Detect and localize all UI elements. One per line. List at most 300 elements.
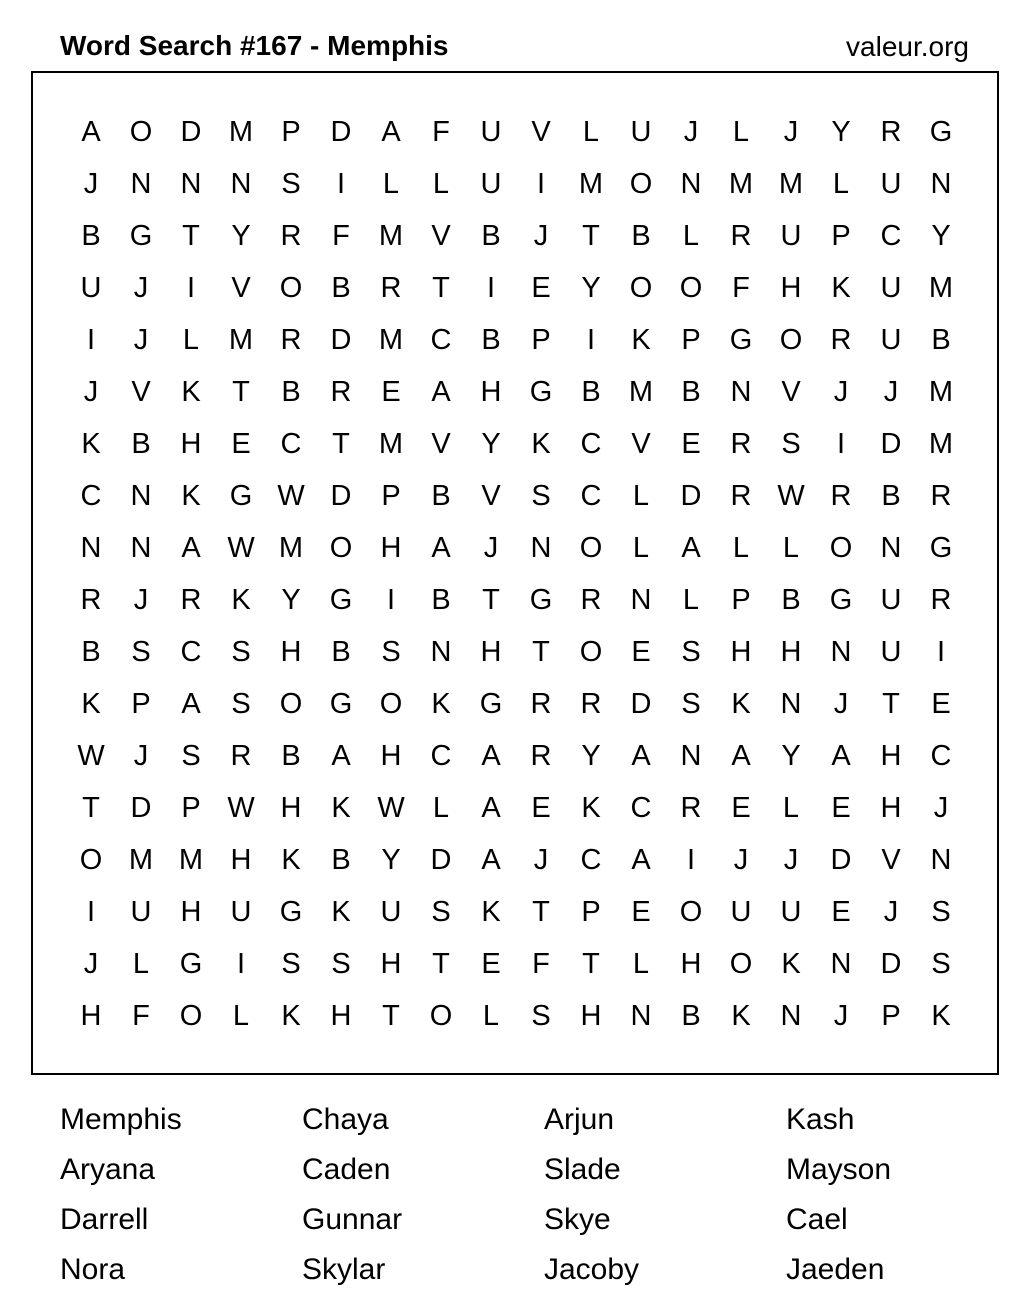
grid-cell[interactable]: R bbox=[680, 792, 702, 824]
grid-cell[interactable]: B bbox=[581, 376, 601, 408]
grid-cell[interactable]: L bbox=[382, 168, 400, 200]
grid-cell[interactable]: E bbox=[481, 948, 501, 980]
grid-cell[interactable]: O bbox=[829, 532, 853, 564]
grid-cell[interactable]: K bbox=[281, 844, 301, 876]
grid-cell[interactable]: F bbox=[132, 1000, 150, 1032]
grid-cell[interactable]: R bbox=[80, 584, 102, 616]
grid-cell[interactable]: K bbox=[731, 1000, 751, 1032]
grid-cell[interactable]: H bbox=[180, 896, 202, 928]
grid-cell[interactable]: K bbox=[331, 896, 351, 928]
grid-cell[interactable]: S bbox=[531, 480, 551, 512]
grid-cell[interactable]: N bbox=[780, 1000, 802, 1032]
grid-cell[interactable]: K bbox=[281, 1000, 301, 1032]
grid-cell[interactable]: D bbox=[880, 428, 902, 460]
grid-cell[interactable]: F bbox=[532, 948, 550, 980]
grid-cell[interactable]: O bbox=[179, 1000, 203, 1032]
grid-cell[interactable]: S bbox=[381, 636, 401, 668]
grid-cell[interactable]: T bbox=[532, 896, 550, 928]
grid-cell[interactable]: S bbox=[281, 168, 301, 200]
grid-cell[interactable]: J bbox=[133, 324, 149, 356]
grid-cell[interactable]: W bbox=[77, 740, 105, 772]
grid-cell[interactable]: P bbox=[581, 896, 601, 928]
grid-cell[interactable]: H bbox=[280, 792, 302, 824]
grid-cell[interactable]: Y bbox=[781, 740, 801, 772]
grid-cell[interactable]: J bbox=[483, 532, 499, 564]
grid-cell[interactable]: J bbox=[933, 792, 949, 824]
grid-cell[interactable]: V bbox=[531, 116, 551, 148]
grid-cell[interactable]: N bbox=[680, 168, 702, 200]
grid-cell[interactable]: P bbox=[131, 688, 151, 720]
grid-cell[interactable]: K bbox=[581, 792, 601, 824]
grid-cell[interactable]: H bbox=[180, 428, 202, 460]
grid-cell[interactable]: S bbox=[931, 948, 951, 980]
grid-cell[interactable]: H bbox=[480, 376, 502, 408]
grid-cell[interactable]: B bbox=[81, 220, 101, 252]
grid-cell[interactable]: M bbox=[228, 324, 254, 356]
grid-cell[interactable]: L bbox=[232, 1000, 250, 1032]
grid-cell[interactable]: H bbox=[780, 636, 802, 668]
grid-cell[interactable]: K bbox=[631, 324, 651, 356]
grid-cell[interactable]: I bbox=[86, 324, 96, 356]
grid-cell[interactable]: A bbox=[431, 376, 451, 408]
grid-cell[interactable]: W bbox=[377, 792, 405, 824]
grid-cell[interactable]: D bbox=[630, 688, 652, 720]
grid-cell[interactable]: G bbox=[179, 948, 203, 980]
grid-cell[interactable]: W bbox=[777, 480, 805, 512]
grid-cell[interactable]: H bbox=[680, 948, 702, 980]
grid-cell[interactable]: U bbox=[880, 636, 902, 668]
grid-cell[interactable]: K bbox=[231, 584, 251, 616]
grid-cell[interactable]: J bbox=[533, 844, 549, 876]
grid-cell[interactable]: I bbox=[486, 272, 496, 304]
grid-cell[interactable]: T bbox=[582, 948, 600, 980]
grid-cell[interactable]: U bbox=[630, 116, 652, 148]
grid-cell[interactable]: A bbox=[331, 740, 351, 772]
grid-cell[interactable]: H bbox=[380, 740, 402, 772]
grid-cell[interactable]: S bbox=[181, 740, 201, 772]
grid-cell[interactable]: L bbox=[132, 948, 150, 980]
grid-cell[interactable]: G bbox=[929, 532, 953, 564]
grid-cell[interactable]: T bbox=[432, 948, 450, 980]
grid-cell[interactable]: R bbox=[880, 116, 902, 148]
grid-cell[interactable]: K bbox=[181, 376, 201, 408]
grid-cell[interactable]: N bbox=[530, 532, 552, 564]
grid-cell[interactable]: G bbox=[329, 584, 353, 616]
grid-cell[interactable]: F bbox=[332, 220, 350, 252]
grid-cell[interactable]: G bbox=[329, 688, 353, 720]
grid-cell[interactable]: O bbox=[729, 948, 753, 980]
grid-cell[interactable]: V bbox=[431, 220, 451, 252]
grid-cell[interactable]: A bbox=[481, 844, 501, 876]
grid-cell[interactable]: U bbox=[880, 584, 902, 616]
grid-cell[interactable]: Y bbox=[281, 584, 301, 616]
grid-cell[interactable]: L bbox=[582, 116, 600, 148]
grid-cell[interactable]: C bbox=[80, 480, 102, 512]
grid-cell[interactable]: A bbox=[681, 532, 701, 564]
grid-cell[interactable]: Y bbox=[481, 428, 501, 460]
grid-cell[interactable]: L bbox=[782, 532, 800, 564]
grid-cell[interactable]: W bbox=[227, 792, 255, 824]
grid-cell[interactable]: U bbox=[480, 116, 502, 148]
grid-cell[interactable]: A bbox=[431, 532, 451, 564]
grid-cell[interactable]: S bbox=[281, 948, 301, 980]
grid-cell[interactable]: H bbox=[380, 948, 402, 980]
grid-cell[interactable]: P bbox=[281, 116, 301, 148]
grid-cell[interactable]: D bbox=[830, 844, 852, 876]
grid-cell[interactable]: C bbox=[630, 792, 652, 824]
grid-cell[interactable]: G bbox=[529, 376, 553, 408]
grid-cell[interactable]: O bbox=[579, 532, 603, 564]
grid-cell[interactable]: S bbox=[231, 636, 251, 668]
grid-cell[interactable]: M bbox=[378, 428, 404, 460]
grid-cell[interactable]: L bbox=[432, 168, 450, 200]
grid-cell[interactable]: K bbox=[531, 428, 551, 460]
grid-cell[interactable]: M bbox=[378, 324, 404, 356]
grid-cell[interactable]: P bbox=[381, 480, 401, 512]
grid-cell[interactable]: K bbox=[81, 688, 101, 720]
grid-cell[interactable]: K bbox=[481, 896, 501, 928]
grid-cell[interactable]: R bbox=[730, 480, 752, 512]
grid-cell[interactable]: P bbox=[731, 584, 751, 616]
grid-cell[interactable]: M bbox=[378, 220, 404, 252]
grid-cell[interactable]: N bbox=[230, 168, 252, 200]
grid-cell[interactable]: A bbox=[381, 116, 401, 148]
grid-cell[interactable]: T bbox=[532, 636, 550, 668]
grid-cell[interactable]: H bbox=[730, 636, 752, 668]
grid-cell[interactable]: T bbox=[882, 688, 900, 720]
grid-cell[interactable]: R bbox=[280, 324, 302, 356]
grid-cell[interactable]: H bbox=[280, 636, 302, 668]
grid-cell[interactable]: B bbox=[631, 220, 651, 252]
grid-cell[interactable]: B bbox=[331, 636, 351, 668]
grid-cell[interactable]: O bbox=[429, 1000, 453, 1032]
grid-cell[interactable]: L bbox=[682, 220, 700, 252]
grid-cell[interactable]: N bbox=[130, 168, 152, 200]
grid-cell[interactable]: A bbox=[831, 740, 851, 772]
grid-cell[interactable]: A bbox=[481, 740, 501, 772]
grid-cell[interactable]: L bbox=[182, 324, 200, 356]
grid-cell[interactable]: E bbox=[731, 792, 751, 824]
grid-cell[interactable]: M bbox=[178, 844, 204, 876]
grid-cell[interactable]: L bbox=[632, 948, 650, 980]
grid-cell[interactable]: B bbox=[331, 272, 351, 304]
grid-cell[interactable]: E bbox=[631, 636, 651, 668]
grid-cell[interactable]: J bbox=[83, 948, 99, 980]
grid-cell[interactable]: O bbox=[679, 272, 703, 304]
grid-cell[interactable]: D bbox=[880, 948, 902, 980]
grid-cell[interactable]: L bbox=[832, 168, 850, 200]
grid-cell[interactable]: E bbox=[681, 428, 701, 460]
grid-cell[interactable]: S bbox=[331, 948, 351, 980]
grid-cell[interactable]: B bbox=[931, 324, 951, 356]
grid-cell[interactable]: L bbox=[782, 792, 800, 824]
grid-cell[interactable]: N bbox=[130, 480, 152, 512]
grid-cell[interactable]: U bbox=[130, 896, 152, 928]
grid-cell[interactable]: M bbox=[278, 532, 304, 564]
grid-cell[interactable]: E bbox=[231, 428, 251, 460]
grid-cell[interactable]: I bbox=[236, 948, 246, 980]
grid-cell[interactable]: B bbox=[131, 428, 151, 460]
grid-cell[interactable]: R bbox=[280, 220, 302, 252]
grid-cell[interactable]: G bbox=[279, 896, 303, 928]
grid-cell[interactable]: J bbox=[683, 116, 699, 148]
grid-cell[interactable]: E bbox=[931, 688, 951, 720]
grid-cell[interactable]: R bbox=[530, 688, 552, 720]
grid-cell[interactable]: C bbox=[580, 844, 602, 876]
grid-cell[interactable]: M bbox=[928, 376, 954, 408]
grid-cell[interactable]: Y bbox=[581, 272, 601, 304]
grid-cell[interactable]: G bbox=[229, 480, 253, 512]
grid-cell[interactable]: D bbox=[430, 844, 452, 876]
grid-cell[interactable]: H bbox=[880, 792, 902, 824]
grid-cell[interactable]: E bbox=[831, 896, 851, 928]
grid-cell[interactable]: B bbox=[681, 1000, 701, 1032]
grid-cell[interactable]: B bbox=[481, 220, 501, 252]
grid-cell[interactable]: G bbox=[529, 584, 553, 616]
grid-cell[interactable]: N bbox=[730, 376, 752, 408]
grid-cell[interactable]: L bbox=[732, 116, 750, 148]
grid-cell[interactable]: C bbox=[180, 636, 202, 668]
grid-cell[interactable]: H bbox=[880, 740, 902, 772]
grid-cell[interactable]: B bbox=[881, 480, 901, 512]
grid-cell[interactable]: M bbox=[928, 272, 954, 304]
grid-cell[interactable]: S bbox=[231, 688, 251, 720]
grid-cell[interactable]: F bbox=[432, 116, 450, 148]
grid-cell[interactable]: N bbox=[780, 688, 802, 720]
grid-cell[interactable]: C bbox=[280, 428, 302, 460]
grid-cell[interactable]: N bbox=[930, 168, 952, 200]
grid-cell[interactable]: T bbox=[182, 220, 200, 252]
grid-cell[interactable]: Y bbox=[831, 116, 851, 148]
grid-cell[interactable]: P bbox=[881, 1000, 901, 1032]
grid-cell[interactable]: N bbox=[930, 844, 952, 876]
grid-cell[interactable]: R bbox=[830, 324, 852, 356]
grid-cell[interactable]: C bbox=[880, 220, 902, 252]
grid-cell[interactable]: B bbox=[781, 584, 801, 616]
grid-cell[interactable]: C bbox=[430, 740, 452, 772]
grid-cell[interactable]: O bbox=[579, 636, 603, 668]
grid-cell[interactable]: D bbox=[330, 480, 352, 512]
grid-cell[interactable]: B bbox=[431, 480, 451, 512]
grid-cell[interactable]: D bbox=[330, 324, 352, 356]
grid-cell[interactable]: A bbox=[631, 740, 651, 772]
grid-cell[interactable]: V bbox=[131, 376, 151, 408]
grid-cell[interactable]: U bbox=[380, 896, 402, 928]
grid-cell[interactable]: C bbox=[580, 480, 602, 512]
grid-cell[interactable]: M bbox=[578, 168, 604, 200]
grid-cell[interactable]: U bbox=[880, 168, 902, 200]
grid-cell[interactable]: B bbox=[331, 844, 351, 876]
grid-cell[interactable]: G bbox=[729, 324, 753, 356]
grid-cell[interactable]: R bbox=[730, 220, 752, 252]
grid-cell[interactable]: B bbox=[481, 324, 501, 356]
grid-cell[interactable]: J bbox=[133, 272, 149, 304]
grid-cell[interactable]: I bbox=[386, 584, 396, 616]
grid-cell[interactable]: I bbox=[186, 272, 196, 304]
grid-cell[interactable]: R bbox=[930, 480, 952, 512]
grid-cell[interactable]: A bbox=[181, 688, 201, 720]
grid-cell[interactable]: N bbox=[80, 532, 102, 564]
grid-cell[interactable]: J bbox=[883, 896, 899, 928]
grid-cell[interactable]: K bbox=[931, 1000, 951, 1032]
grid-cell[interactable]: J bbox=[883, 376, 899, 408]
grid-cell[interactable]: Y bbox=[581, 740, 601, 772]
grid-cell[interactable]: O bbox=[679, 896, 703, 928]
grid-cell[interactable]: R bbox=[730, 428, 752, 460]
grid-cell[interactable]: U bbox=[230, 896, 252, 928]
grid-cell[interactable]: H bbox=[580, 1000, 602, 1032]
grid-cell[interactable]: T bbox=[232, 376, 250, 408]
grid-cell[interactable]: R bbox=[830, 480, 852, 512]
grid-cell[interactable]: J bbox=[133, 584, 149, 616]
grid-cell[interactable]: V bbox=[881, 844, 901, 876]
grid-cell[interactable]: U bbox=[880, 272, 902, 304]
grid-cell[interactable]: A bbox=[631, 844, 651, 876]
grid-cell[interactable]: E bbox=[631, 896, 651, 928]
grid-cell[interactable]: T bbox=[382, 1000, 400, 1032]
grid-cell[interactable]: A bbox=[481, 792, 501, 824]
grid-cell[interactable]: K bbox=[831, 272, 851, 304]
grid-cell[interactable]: P bbox=[681, 324, 701, 356]
grid-cell[interactable]: A bbox=[731, 740, 751, 772]
grid-cell[interactable]: J bbox=[733, 844, 749, 876]
grid-cell[interactable]: J bbox=[833, 1000, 849, 1032]
grid-cell[interactable]: L bbox=[632, 532, 650, 564]
grid-cell[interactable]: I bbox=[536, 168, 546, 200]
grid-cell[interactable]: I bbox=[586, 324, 596, 356]
grid-cell[interactable]: K bbox=[181, 480, 201, 512]
grid-cell[interactable]: R bbox=[330, 376, 352, 408]
grid-cell[interactable]: C bbox=[430, 324, 452, 356]
grid-cell[interactable]: R bbox=[380, 272, 402, 304]
grid-cell[interactable]: I bbox=[336, 168, 346, 200]
grid-cell[interactable]: P bbox=[831, 220, 851, 252]
grid-cell[interactable]: K bbox=[781, 948, 801, 980]
grid-cell[interactable]: M bbox=[928, 428, 954, 460]
grid-cell[interactable]: R bbox=[230, 740, 252, 772]
grid-cell[interactable]: P bbox=[181, 792, 201, 824]
grid-cell[interactable]: N bbox=[830, 948, 852, 980]
grid-cell[interactable]: J bbox=[83, 376, 99, 408]
grid-cell[interactable]: K bbox=[731, 688, 751, 720]
grid-cell[interactable]: R bbox=[580, 584, 602, 616]
grid-cell[interactable]: A bbox=[81, 116, 101, 148]
grid-cell[interactable]: J bbox=[133, 740, 149, 772]
grid-cell[interactable]: B bbox=[81, 636, 101, 668]
grid-cell[interactable]: M bbox=[128, 844, 154, 876]
grid-cell[interactable]: T bbox=[432, 272, 450, 304]
grid-cell[interactable]: D bbox=[330, 116, 352, 148]
grid-cell[interactable]: H bbox=[80, 1000, 102, 1032]
grid-cell[interactable]: N bbox=[630, 1000, 652, 1032]
grid-cell[interactable]: G bbox=[929, 116, 953, 148]
grid-cell[interactable]: U bbox=[480, 168, 502, 200]
grid-cell[interactable]: I bbox=[936, 636, 946, 668]
grid-cell[interactable]: H bbox=[480, 636, 502, 668]
grid-cell[interactable]: M bbox=[728, 168, 754, 200]
grid-cell[interactable]: J bbox=[783, 844, 799, 876]
grid-cell[interactable]: E bbox=[531, 272, 551, 304]
grid-cell[interactable]: B bbox=[281, 740, 301, 772]
grid-cell[interactable]: S bbox=[931, 896, 951, 928]
grid-cell[interactable]: U bbox=[730, 896, 752, 928]
grid-cell[interactable]: N bbox=[630, 584, 652, 616]
grid-cell[interactable]: K bbox=[331, 792, 351, 824]
grid-cell[interactable]: S bbox=[681, 688, 701, 720]
grid-cell[interactable]: C bbox=[930, 740, 952, 772]
grid-cell[interactable]: O bbox=[379, 688, 403, 720]
grid-cell[interactable]: H bbox=[330, 1000, 352, 1032]
grid-cell[interactable]: L bbox=[682, 584, 700, 616]
grid-cell[interactable]: Y bbox=[931, 220, 951, 252]
grid-cell[interactable]: K bbox=[81, 428, 101, 460]
grid-cell[interactable]: T bbox=[332, 428, 350, 460]
grid-cell[interactable]: T bbox=[82, 792, 100, 824]
grid-cell[interactable]: P bbox=[531, 324, 551, 356]
grid-cell[interactable]: G bbox=[829, 584, 853, 616]
grid-cell[interactable]: I bbox=[86, 896, 96, 928]
grid-cell[interactable]: S bbox=[131, 636, 151, 668]
grid-cell[interactable]: T bbox=[582, 220, 600, 252]
grid-cell[interactable]: N bbox=[880, 532, 902, 564]
grid-cell[interactable]: A bbox=[181, 532, 201, 564]
grid-cell[interactable]: L bbox=[632, 480, 650, 512]
grid-cell[interactable]: N bbox=[430, 636, 452, 668]
grid-cell[interactable]: F bbox=[732, 272, 750, 304]
grid-cell[interactable]: J bbox=[833, 688, 849, 720]
grid-cell[interactable]: W bbox=[227, 532, 255, 564]
grid-cell[interactable]: O bbox=[779, 324, 803, 356]
grid-cell[interactable]: N bbox=[130, 532, 152, 564]
grid-cell[interactable]: N bbox=[680, 740, 702, 772]
grid-cell[interactable]: U bbox=[80, 272, 102, 304]
grid-cell[interactable]: E bbox=[531, 792, 551, 824]
grid-cell[interactable]: U bbox=[780, 220, 802, 252]
grid-cell[interactable]: E bbox=[831, 792, 851, 824]
grid-cell[interactable]: G bbox=[479, 688, 503, 720]
grid-cell[interactable]: H bbox=[780, 272, 802, 304]
grid-cell[interactable]: L bbox=[482, 1000, 500, 1032]
grid-cell[interactable]: O bbox=[629, 272, 653, 304]
grid-cell[interactable]: O bbox=[79, 844, 103, 876]
grid-cell[interactable]: D bbox=[130, 792, 152, 824]
grid-cell[interactable]: O bbox=[129, 116, 153, 148]
grid-cell[interactable]: V bbox=[781, 376, 801, 408]
grid-cell[interactable]: D bbox=[680, 480, 702, 512]
grid-cell[interactable]: B bbox=[681, 376, 701, 408]
grid-cell[interactable]: G bbox=[129, 220, 153, 252]
grid-cell[interactable]: N bbox=[830, 636, 852, 668]
grid-cell[interactable]: B bbox=[281, 376, 301, 408]
grid-cell[interactable]: J bbox=[833, 376, 849, 408]
grid-cell[interactable]: R bbox=[180, 584, 202, 616]
grid-cell[interactable]: O bbox=[279, 688, 303, 720]
grid-cell[interactable]: M bbox=[228, 116, 254, 148]
grid-cell[interactable]: U bbox=[780, 896, 802, 928]
grid-cell[interactable]: C bbox=[580, 428, 602, 460]
grid-cell[interactable]: T bbox=[482, 584, 500, 616]
grid-cell[interactable]: D bbox=[180, 116, 202, 148]
grid-cell[interactable]: S bbox=[531, 1000, 551, 1032]
grid-cell[interactable]: V bbox=[631, 428, 651, 460]
grid-cell[interactable]: L bbox=[432, 792, 450, 824]
grid-cell[interactable]: N bbox=[180, 168, 202, 200]
grid-cell[interactable]: V bbox=[481, 480, 501, 512]
grid-cell[interactable]: L bbox=[732, 532, 750, 564]
grid-cell[interactable]: M bbox=[628, 376, 654, 408]
grid-cell[interactable]: J bbox=[83, 168, 99, 200]
grid-cell[interactable]: I bbox=[836, 428, 846, 460]
